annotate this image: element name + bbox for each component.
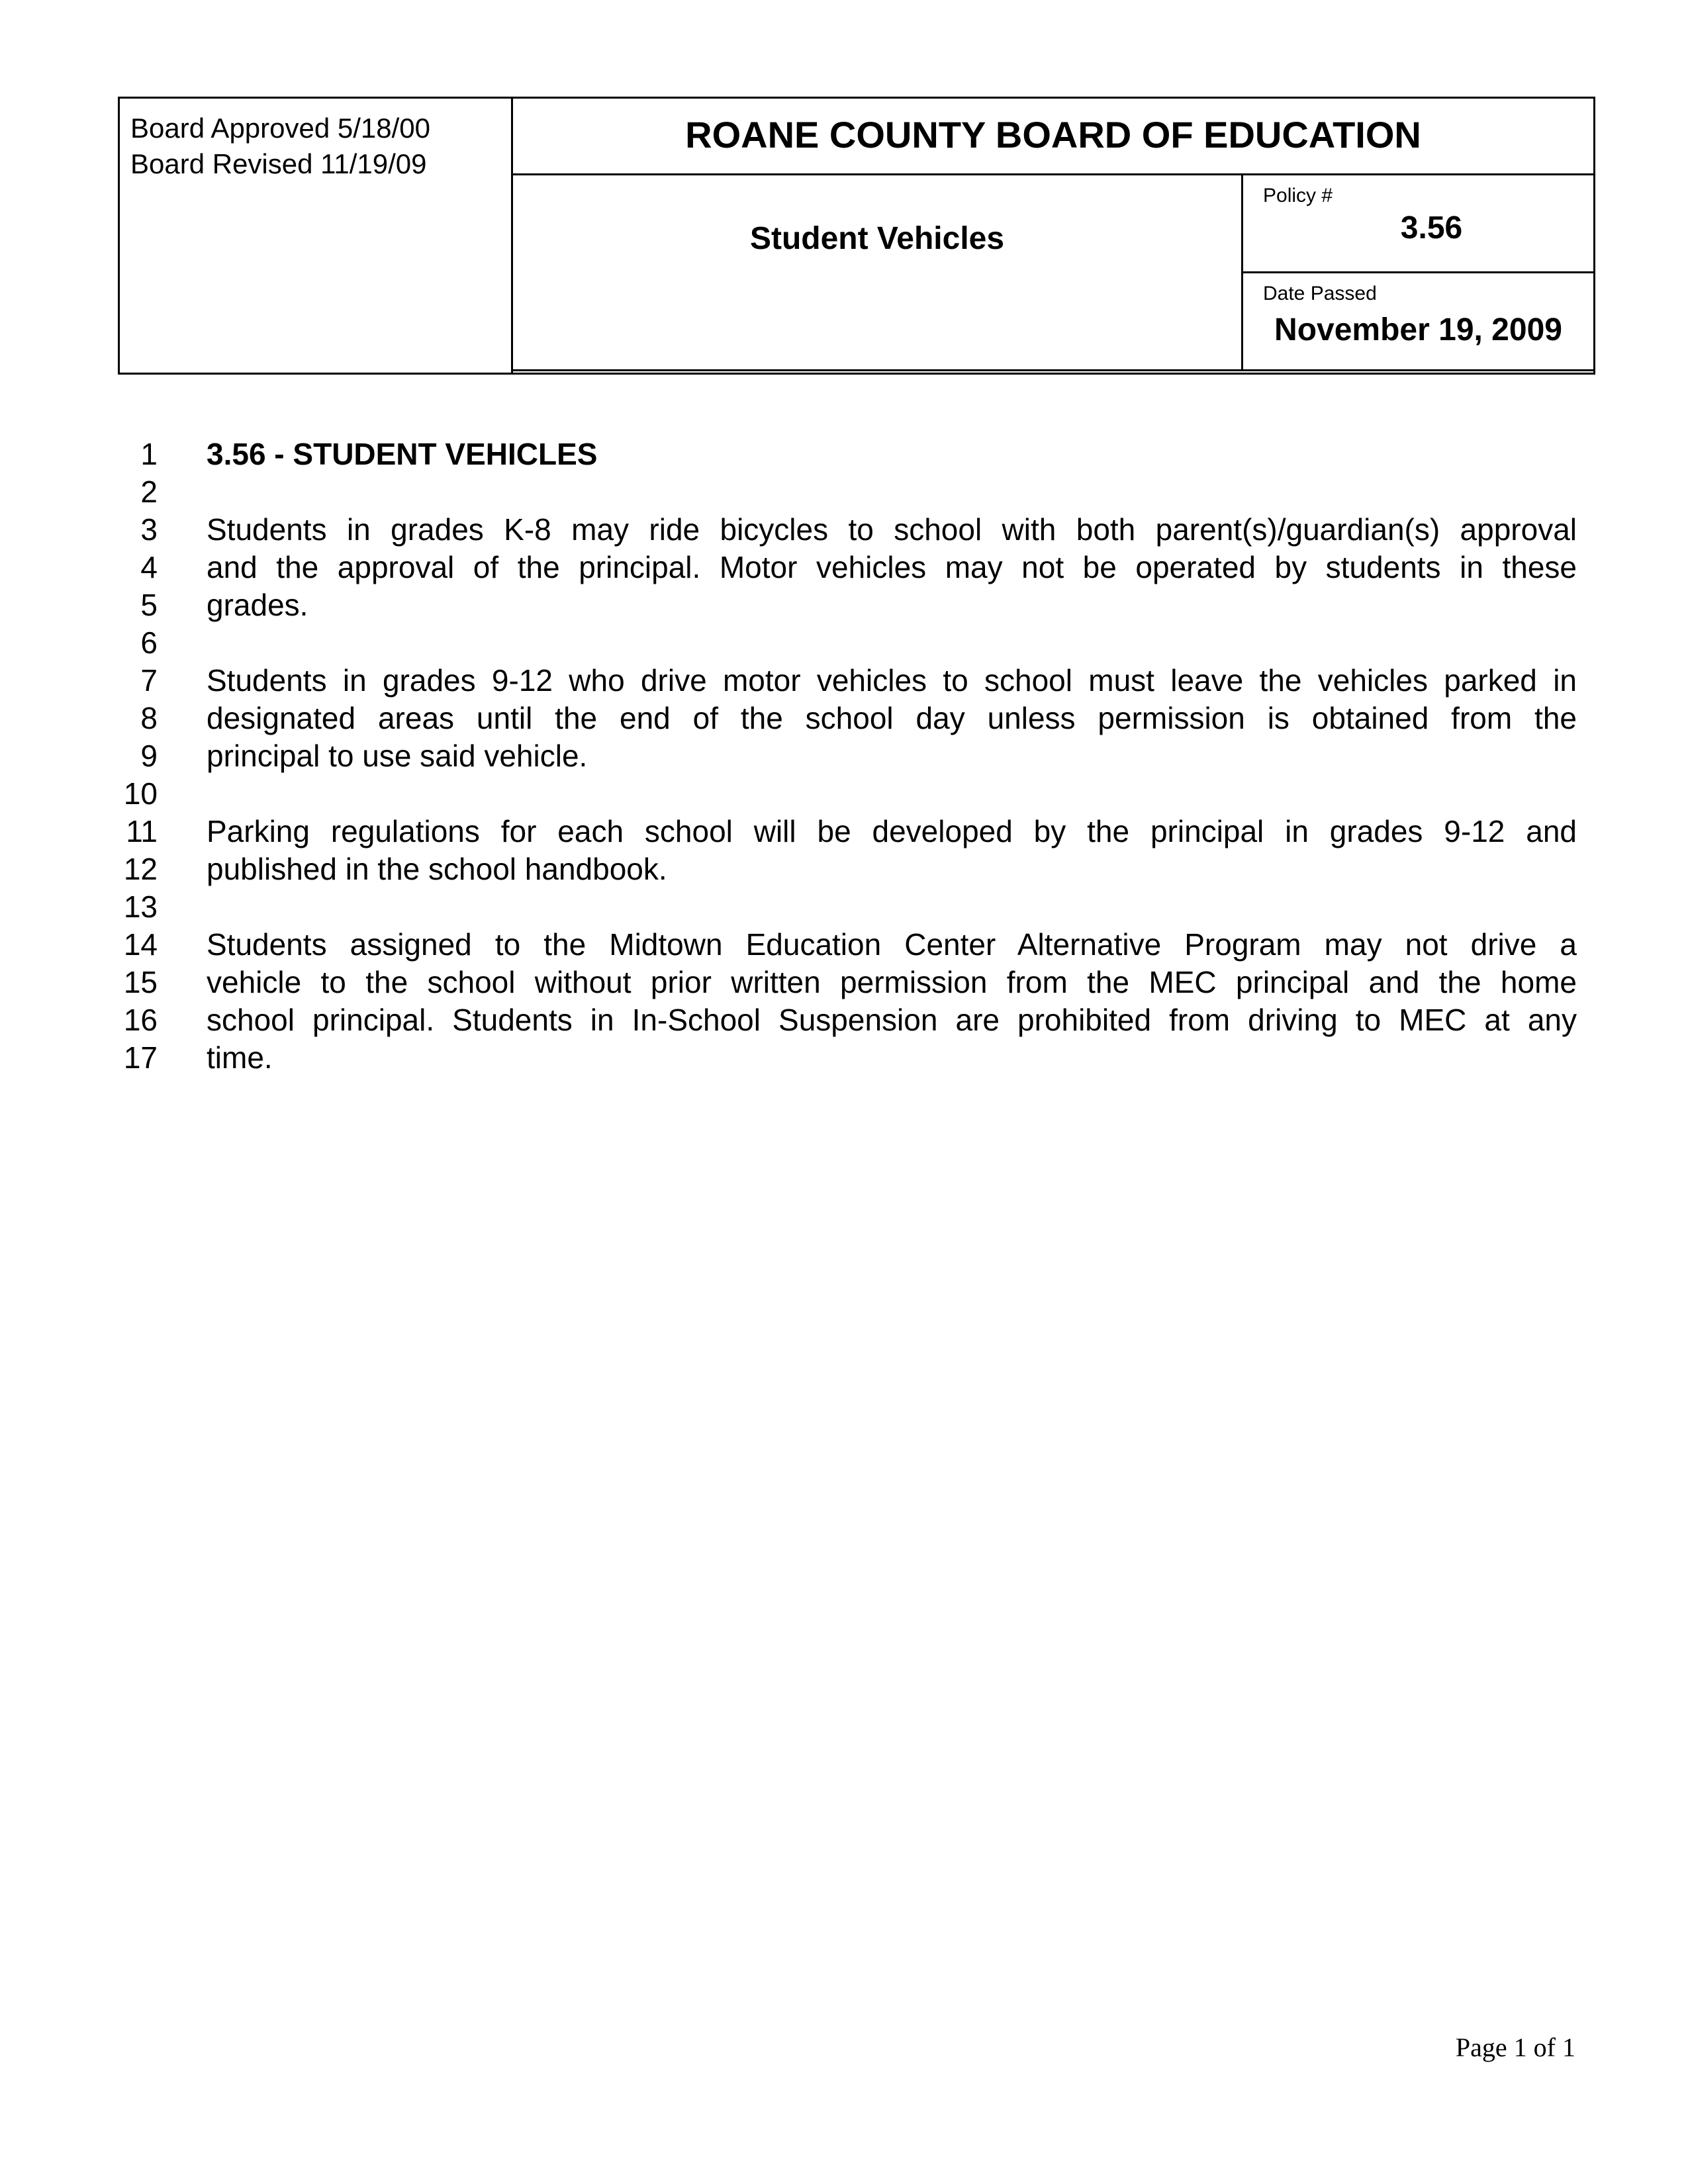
line-text: vehicle to the school without prior written permission from the MEC principal and the home bbox=[207, 965, 1577, 999]
line-text: and the approval of the principal. Motor vehicles may not be operated by students in these bbox=[207, 550, 1577, 584]
text-line bbox=[0, 700, 1688, 737]
line-number: 1 bbox=[140, 437, 158, 471]
date-passed-label: Date Passed bbox=[1263, 283, 1377, 304]
policy-number: 3.56 bbox=[1400, 210, 1463, 246]
line-number: 15 bbox=[123, 965, 158, 999]
policy-subject-text: Student Vehicles bbox=[749, 221, 1005, 256]
board-revised: Board Revised 11/19/09 bbox=[130, 148, 427, 179]
text-line bbox=[0, 1039, 1688, 1077]
date-passed-value: November 19, 2009 bbox=[1274, 312, 1562, 347]
text-line bbox=[0, 926, 1688, 964]
line-text: published in the school handbook. bbox=[207, 852, 667, 886]
section-heading: 3.56 - STUDENT VEHICLES bbox=[207, 437, 598, 471]
line-text: principal to use said vehicle. bbox=[207, 739, 588, 773]
line-number: 11 bbox=[126, 814, 158, 848]
line-number: 13 bbox=[123, 889, 158, 924]
line-number: 5 bbox=[140, 588, 158, 622]
board-approved: Board Approved 5/18/00 bbox=[130, 113, 431, 144]
text-line bbox=[0, 813, 1688, 850]
line-number: 2 bbox=[140, 475, 158, 509]
line-number: 14 bbox=[123, 927, 158, 962]
policy-subject bbox=[513, 175, 1241, 371]
date-passed-cell bbox=[1241, 273, 1593, 371]
line-text: grades. bbox=[207, 588, 308, 622]
text-line bbox=[0, 473, 1688, 511]
line-number: 8 bbox=[140, 701, 158, 735]
text-line bbox=[0, 1001, 1688, 1039]
text-line bbox=[0, 775, 1688, 813]
policy-header-table bbox=[118, 97, 1595, 375]
line-number: 6 bbox=[140, 625, 158, 660]
line-number: 7 bbox=[140, 663, 158, 698]
line-number: 10 bbox=[123, 776, 158, 811]
line-number: 17 bbox=[123, 1040, 158, 1075]
line-number: 16 bbox=[123, 1003, 158, 1037]
board-dates-cell bbox=[120, 99, 513, 373]
line-number: 4 bbox=[140, 550, 158, 584]
text-line bbox=[0, 964, 1688, 1001]
line-text: Parking regulations for each school will be developed by the principal in grades 9-12 and bbox=[207, 814, 1577, 848]
text-line bbox=[0, 511, 1688, 549]
page-footer: Page 1 of 1 bbox=[1455, 2032, 1575, 2062]
line-text: time. bbox=[207, 1040, 273, 1075]
text-line bbox=[0, 850, 1688, 888]
text-line bbox=[0, 435, 1688, 473]
text-line bbox=[0, 624, 1688, 662]
line-number: 9 bbox=[140, 739, 158, 773]
line-number: 12 bbox=[123, 852, 158, 886]
org-title: ROANE COUNTY BOARD OF EDUCATION bbox=[513, 99, 1593, 175]
policy-body bbox=[0, 435, 1688, 1077]
line-text: Students in grades K-8 may ride bicycles to school with both parent(s)/guardian(s) approval bbox=[207, 512, 1577, 547]
policy-label: Policy # bbox=[1263, 185, 1333, 206]
line-text: designated areas until the end of the school day unless permission is obtained from the bbox=[207, 701, 1577, 735]
policy-number-cell bbox=[1241, 175, 1593, 273]
line-number: 3 bbox=[140, 512, 158, 547]
line-text: school principal. Students in In-School Suspension are prohibited from driving to MEC at any bbox=[207, 1003, 1577, 1037]
line-text: Students in grades 9-12 who drive motor vehicles to school must leave the vehicles parked in bbox=[207, 663, 1577, 698]
text-line bbox=[0, 586, 1688, 624]
text-line bbox=[0, 549, 1688, 586]
text-line bbox=[0, 737, 1688, 775]
line-text: Students assigned to the Midtown Education Center Alternative Program may not drive a bbox=[207, 927, 1577, 962]
text-line bbox=[0, 662, 1688, 700]
text-line bbox=[0, 888, 1688, 926]
